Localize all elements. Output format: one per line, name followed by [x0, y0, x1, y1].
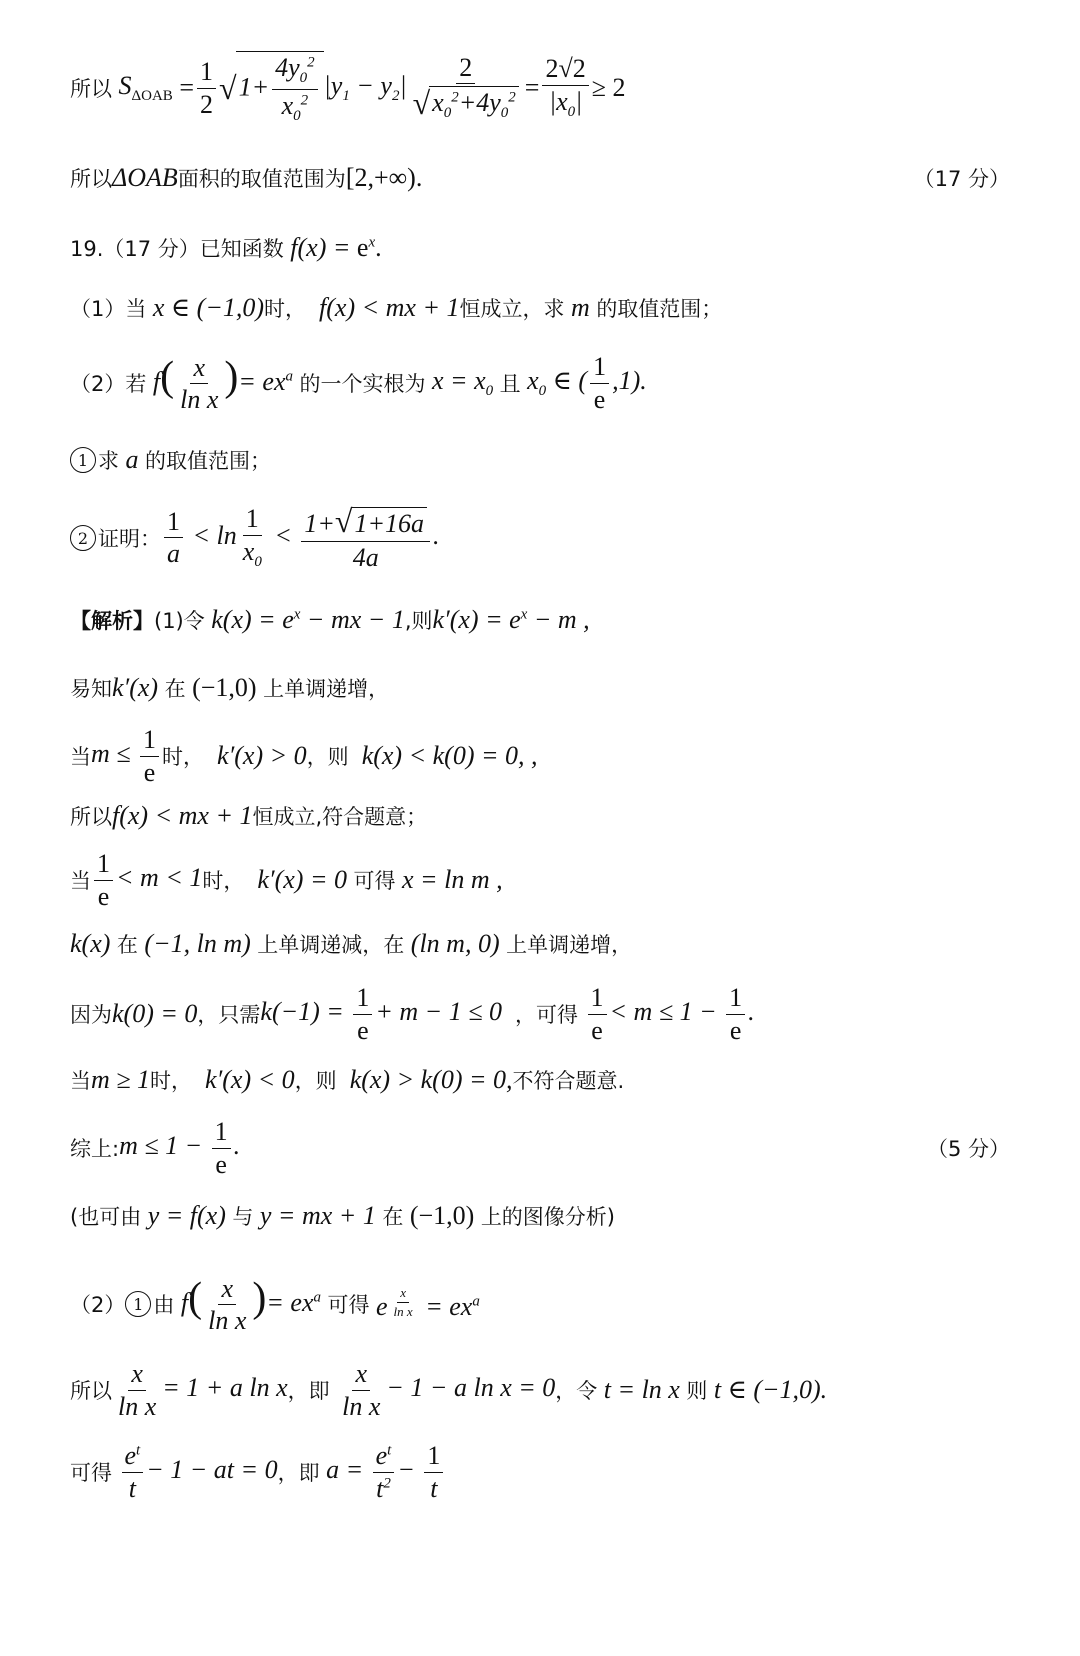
area-formula-line: 所以 $S_{\Delta OAB}$ = $\frac{1}{2}$ √ 1+ $\frac{4y_0^2}{x_0^2}$ $|y_1 - y_2|$ 2 √ $x_0^2+4y_0^2$ = $\frac{2√2}{|x_0|}$ ≥ 2	[70, 52, 626, 125]
area-range-line: 所以 ΔOAB 面积的取值范围为 [2,+∞). （17 分）	[70, 163, 1010, 192]
circled-number-2: 2	[70, 525, 96, 551]
solution-line-1: 【解析】 (1)令 $k(x) = e^x$ − mx − 1 ,则 $k'(x) = e^x - m$ ,	[70, 605, 590, 634]
solution-line-8: 当 m ≥ 1 时， k′(x) < 0 ，则 k(x) > k(0) = 0, 不符合题意.	[70, 1065, 625, 1094]
solution-line-6: k(x) 在 (−1, ln m) 上单调递减，在 (ln m, 0) 上单调递增，	[70, 929, 633, 958]
score-17: （17 分）	[913, 167, 1010, 191]
solution-line-3: 当 m ≤ $\frac{1}{e}$ 时， k′(x) > 0 ，则 k(x) < k(0) = 0, ,	[70, 725, 538, 787]
question-2-part-1: 1 求 a 的取值范围；	[70, 440, 1010, 480]
question-2: （2）若 f( $\frac{x}{\text{ln x}}$ )= $ex^a$ 的一个实根为 $x = x_0$ 且 $x_0$ ∈ ( $\frac{1}{e}$ ,1).	[70, 352, 647, 415]
question-1: （1）当 x ∈ (−1,0) 时， f(x) < mx + 1 恒成立，求 m 的取值范围；	[70, 293, 723, 322]
question-2-part-2: 2 证明： $\frac{1}{a}$ < ln $\frac{1}{x_0}$ < 1+ √ 1+16a 4a .	[70, 500, 1010, 576]
score-5: （5 分）	[926, 1137, 1010, 1161]
solution-line-7: 因为 k(0) = 0 ，只需 k(−1) = $\frac{1}{e}$ + m − 1 ≤ 0 ，可得 $\frac{1}{e}$ < m ≤ 1 − $\frac{1}{e}$ .	[70, 983, 755, 1045]
solution-line-4: 所以 f(x) < mx + 1 恒成立,符合题意；	[70, 801, 428, 830]
solution-part-2-line-2: 所以 $\frac{x}{\text{ln x}}$ = 1 + a ln x ，即 $\frac{x}{\text{ln x}}$ − 1 − a ln x = 0 ，令 t = ln x 则 t ∈ (−1,0).	[70, 1359, 828, 1421]
fraction-distance: 2 √ $x_0^2+4y_0^2$	[410, 54, 522, 122]
solution-part-2-line-1: （2） 1 由 f( $\frac{x}{\text{ln x}}$ )= $ex^a$ 可得 e $^{\frac{x}{\text{ln x}}}$ = $ex^a$	[70, 1273, 480, 1336]
formula-s-oab: $S_{\Delta OAB}$	[112, 70, 173, 105]
circled-number-1: 1	[70, 447, 96, 473]
circled-number-1: 1	[125, 1291, 151, 1317]
sqrt-expression: √ 1+ $\frac{4y_0^2}{x_0^2}$	[219, 51, 324, 125]
solution-line-2: 易知 k′(x) 在 (−1,0) 上单调递增，	[70, 673, 390, 702]
question-19-head: 19.（17 分）已知函数 f(x) = $e^x$.	[70, 233, 382, 262]
solution-summary: 综上: m ≤ 1 − $\frac{1}{e}$ . （5 分）	[70, 1117, 1010, 1179]
text-so: 所以	[70, 77, 112, 101]
solution-part-2-line-3: 可得 $\frac{e^t}{t}$ − 1 − at = 0 ，即 a = $\frac{e^t}{t^2}$ − $\frac{1}{t}$	[70, 1440, 1010, 1504]
solution-line-5: 当 $\frac{1}{e}$ < m < 1 时， k′(x) = 0 可得 x = ln m ,	[70, 849, 503, 911]
fraction-half: $\frac{1}{2}$	[197, 58, 216, 118]
fraction-result: $\frac{2√2}{|x_0|}$	[542, 55, 588, 120]
solution-alt-note: (也可由 y = f(x) 与 y = mx + 1 在 (−1,0) 上的图像分析)	[70, 1201, 616, 1230]
